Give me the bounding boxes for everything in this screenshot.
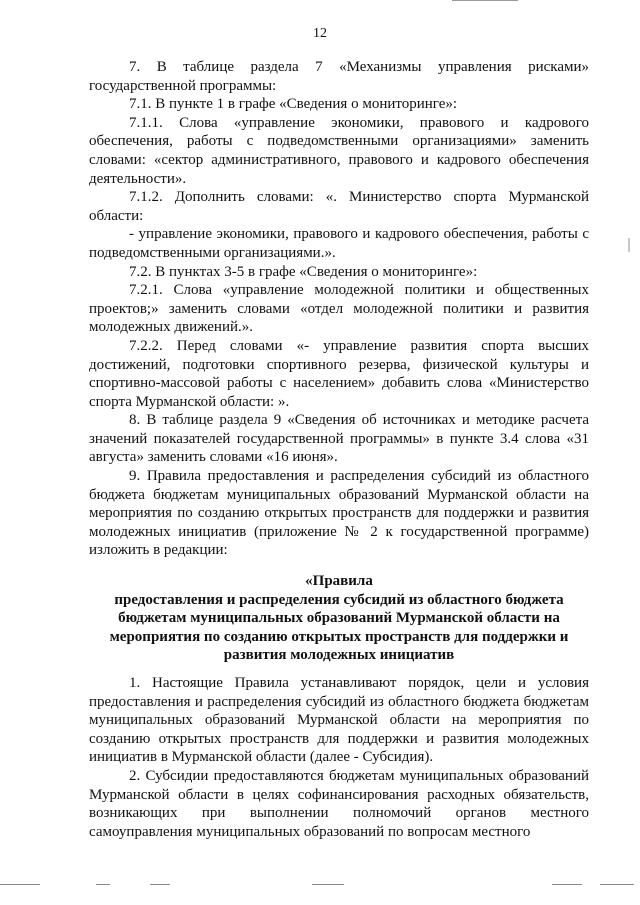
amendments-text [89,58,589,560]
rules-heading-line: развития молодежных инициатив [223,647,455,664]
scan-edge-mark [628,238,630,252]
paragraph: 7.2. В пунктах 3-5 в графе «Сведения о мониторинге»: [129,263,478,280]
paragraph: 7.2.2. Перед словами «- управление развития спорта высших достижений, подготовки спортивного резерва, физической культуры и спортивно-массовой работы с населением» добавить слова «Министерство спорта Мурманской области: ». [89,337,589,410]
paragraph: - управление экономики, правового и кадрового обеспечения, работы с подведомственными организациями.». [89,226,589,261]
paragraph: 7.2.1. Слова «управление молодежной политики и общественных проектов;» заменить словами «отдел молодежной политики и развития молодежных движений.». [89,282,589,336]
scan-edge-mark [452,0,518,1]
paragraph: 7.1.2. Дополнить словами: «. Министерство спорта Мурманской области: [89,189,589,224]
rules-heading-line: бюджетам муниципальных образований Мурманской области на [118,610,560,627]
rules-heading-line: мероприятия по созданию открытых пространств для поддержки и [109,628,569,645]
paragraph: 7.1.1. Слова «управление экономики, правового и кадрового обеспечения, работы с подведомственными организациями» заменить словами: «сектор административного, правового и кадрового обеспечения деятельности». [89,114,589,187]
scan-edge-marks [0,884,640,894]
paragraph: 9. Правила предоставления и распределения субсидий из областного бюджета бюджетам муниципальных образований Мурманской области на мероприятия по созданию открытых пространств для поддержки и развития молодежных инициатив (приложение № 2 к государственной программе) изложить в редакции: [89,468,589,559]
paragraph: 7. В таблице раздела 7 «Механизмы управления рисками» государственной программы: [89,59,589,94]
paragraph: 8. В таблице раздела 9 «Сведения об источниках и методике расчета значений показателей государственной программы» в пункте 3.4 слова «31 августа» заменить словами «16 июня». [89,412,589,466]
rules-text [89,674,589,841]
rules-heading-line: «Правила [305,573,373,589]
rules-heading-line: предоставления и распределения субсидий из областного бюджета [114,591,564,608]
paragraph: 1. Настоящие Правила устанавливают порядок, цели и условия предоставления и распределения субсидий из областного бюджета бюджетам муниципальных образований Мурманской области на мероприятия по созданию открытых пространств для поддержки и развития молодежных инициатив в Мурманской области (далее - Субсидия). [89,675,589,766]
rules-heading [89,572,589,665]
paragraph: 2. Субсидии предоставляются бюджетам муниципальных образований Мурманской области в целях софинансирования расходных обязательств, возникающих при выполнении полномочий органов местного самоуправления муниципальных образований по вопросам местного [89,767,589,840]
page-number: 12 [313,26,327,41]
paragraph: 7.1. В пункте 1 в графе «Сведения о мониторинге»: [129,96,458,113]
